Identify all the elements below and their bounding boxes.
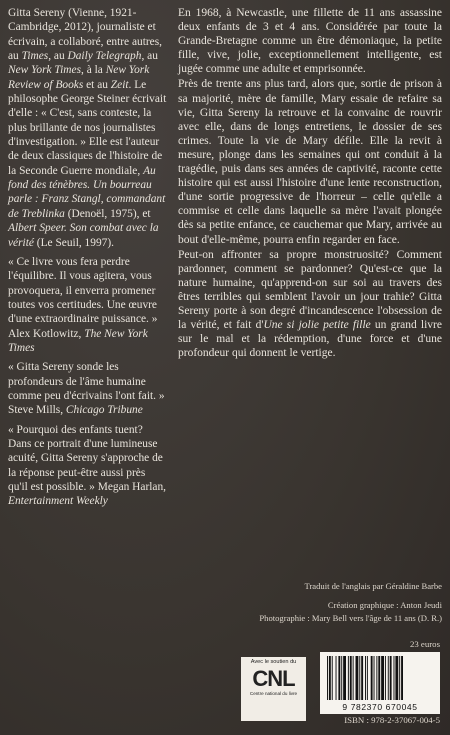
barcode-bar <box>348 656 349 700</box>
barcode-bar <box>327 656 328 700</box>
barcode-bar <box>395 656 398 700</box>
barcode-bar <box>350 656 352 700</box>
barcode-bar <box>341 656 342 700</box>
barcode-bar <box>388 656 389 700</box>
barcode-bar <box>374 656 375 700</box>
summary-paragraph-3: Peut-on affronter sa propre monstruosité? Comment pardonner, comment se pardonner? Qu'est-ce que la nature humaine, qu'apprend-on sur soi au travers des êtres terribles qui semblent l'avoir un jour trahie? Gitta Sereny porte à son degré d'incandescence l'obsession de la vérité, et fait d'Une si jolie petite fille un grand livre sur le mal et la rédemption, d'une force et d'une profondeur qui donnent le vertige. <box>178 248 442 360</box>
barcode-bar <box>385 656 386 700</box>
design-credit: Création graphique : Anton Jeudi <box>327 600 442 610</box>
barcode-bar <box>361 656 363 700</box>
barcode-number: 9 782370 670045 <box>342 702 418 712</box>
review-quote-kotlowitz: « Ce livre vous fera perdre l'équilibre. Il vous agitera, vous provoquera, il enverra promener toutes vos certitudes. Une œuvre d'une extraordinaire puissance. » Alex Kotlowitz, The New York Times <box>8 255 158 354</box>
cnl-wordmark: CNL <box>252 666 295 691</box>
review-quote-mills: « Gitta Sereny sonde les profondeurs de l'âme humaine comme peu d'écrivains l'ont fait. » Steve Mills, Chicago Tribune <box>8 361 165 417</box>
barcode-bars <box>326 656 434 700</box>
barcode-bar <box>356 656 359 700</box>
review-quote-harlan: « Pourquoi des enfants tuent? Dans ce portrait d'une lumineuse acuité, Gitta Sereny s'approche de la réponse peut-être aussi près qu'il est possible. » Megan Harlan, Entertainment Weekly <box>8 423 167 508</box>
barcode-bar <box>329 656 331 700</box>
price: 23 euros <box>409 639 440 649</box>
barcode-bar <box>401 656 403 700</box>
summary-paragraph-1: En 1968, à Newcastle, une fillette de 11 ans assassine deux enfants de 3 et 4 ans. Considérée par toute la Grande-Bretagne comme un être démoniaque, la petite fille, vive, jolie, exceptionnellement intelligente, est jugée comme une adulte et emprisonnée. <box>178 7 442 76</box>
photo-credit: Photographie : Mary Bell vers l'âge de 11 ans (D. R.) <box>259 613 442 623</box>
barcode-bar <box>343 656 346 700</box>
barcode-bar <box>365 656 366 700</box>
barcode-bar <box>394 656 395 700</box>
barcode <box>320 652 440 714</box>
translator-credit: Traduit de l'anglais par Géraldine Barbe <box>304 581 442 591</box>
book-title: Une si jolie petite fille <box>263 319 371 332</box>
barcode-bar <box>336 656 337 700</box>
barcode-bar <box>381 656 384 700</box>
barcode-bar <box>338 656 340 700</box>
barcode-bar <box>390 656 392 700</box>
cnl-subtitle: Centre national du livre <box>249 691 298 696</box>
right-column <box>178 6 442 360</box>
author-bio: Gitta Sereny (Vienne, 1921-Cambridge, 2012), journaliste et écrivain, a collaboré, entre autres, au Times, au Daily Telegraph, au New York Times, à la New York Review of Books et au Zeit. Le philosophe George Steiner écrivait d'elle : « C'est, sans conteste, la plus brillante de nos journalistes d'investigation. » Elle est l'auteur de deux classiques de l'histoire de la Seconde Guerre mondiale, Au fond des ténèbres. Un bourreau parle : Franz Stangl, commandant de Treblinka (Denoël, 1975), et Albert Speer. Son combat avec la vérité (Le Seuil, 1997). <box>8 7 167 249</box>
barcode-bar <box>371 656 373 700</box>
barcode-bar <box>399 656 400 700</box>
barcode-bar <box>378 656 380 700</box>
cnl-support-text: Avec le soutien du <box>250 659 297 665</box>
barcode-bar <box>367 656 368 700</box>
barcode-bar <box>376 656 377 700</box>
left-column <box>8 6 167 514</box>
barcode-bar <box>332 656 333 700</box>
barcode-bar <box>359 656 360 700</box>
cnl-logo <box>241 657 306 721</box>
isbn: ISBN : 978-2-37067-004-5 <box>344 715 440 725</box>
summary-paragraph-2: Près de trente ans plus tard, alors que, sortie de prison à sa majorité, mère de famille, Mary essaie de refaire sa vie, Gitta Sereny la retrouve et la convainc de rouvrir avec elle, dans de longs entretiens, le dossier de ses crimes. Toute la vie de Mary défile. Elle la revit à mesure, plonge dans les semaines qui ont conduit à la tragédie, puis dans ses années de captivité, raconte cette histoire qui est aussi l'histoire d'une lente reconstruction, d'une sortie progressive de l'horreur – celle qu'elle a commise et celle dans laquelle sa mère l'avait plongée dès sa petite enfance, ce cauchemar que Mary, arrivée au bout d'elle-même, pourra enfin regarder en face. <box>178 78 442 246</box>
barcode-bar <box>353 656 354 700</box>
